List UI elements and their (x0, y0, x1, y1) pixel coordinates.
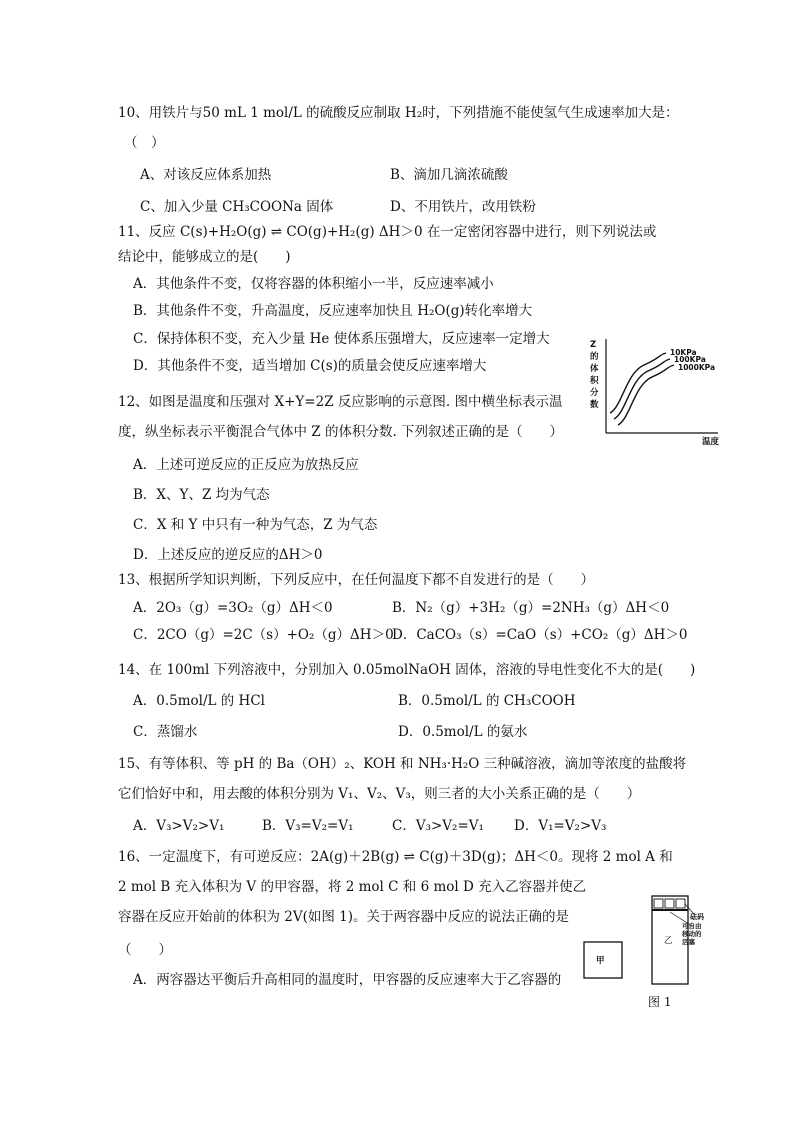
q15-option-c: C．V₃>V₂=V₁ (392, 818, 484, 834)
q16-stem-line2: 2 mol B 充入体积为 V 的甲容器，将 2 mol C 和 6 mol D 充入乙容器并使乙 (118, 879, 587, 895)
q13-option-d: D．CaCO₃（s）=CaO（s）+CO₂（g）ΔH＞0 (392, 627, 688, 643)
q11-option-b: B．其他条件不变，升高温度，反应速率加快且 H₂O(g)转化率增大 (133, 303, 533, 319)
q12-stem-line2: 度，纵坐标表示平衡混合气体中 Z 的体积分数. 下列叙述正确的是（ ） (118, 424, 564, 440)
q16-option-a: A．两容器达平衡后升高相同的温度时，甲容器的反应速率大于乙容器的 (133, 972, 562, 988)
q13-option-c: C．2CO（g）=2C（s）+O₂（g）ΔH＞0 (133, 627, 394, 643)
q15-stem-line1: 15、有等体积、等 pH 的 Ba（OH）₂、KOH 和 NH₃·H₂O 三种碱溶液，滴加等浓度的盐酸将 (118, 756, 687, 772)
q10-stem: 10、用铁片与50 mL 1 mol/L 的硫酸反应制取 H₂时，下列措施不能使氢气生成速率加大是： (118, 105, 679, 121)
label-piston: 可自由移动的活塞 (682, 922, 702, 946)
figure-1-containers (582, 890, 702, 1015)
label-jia: 甲 (596, 956, 605, 966)
q16-stem-line3: 容器在反应开始前的体积为 2V(如图 1)。关于两容器中反应的说法正确的是 (118, 909, 570, 925)
q10-option-b: B、滴加几滴浓硫酸 (390, 167, 508, 183)
legend-100kpa: 100KPa (674, 355, 706, 364)
q13-option-a: A．2O₃（g）=3O₂（g）ΔH＜0 (133, 600, 333, 616)
q12-option-a: A．上述可逆反应的正反应为放热反应 (133, 457, 359, 473)
q15-stem-line2: 它们恰好中和，用去酸的体积分别为 V₁、V₂、V₃，则三者的大小关系正确的是（ ） (118, 786, 641, 802)
graph-svg (590, 335, 720, 447)
q10-option-c: C、加入少量 CH₃COONa 固体 (140, 199, 334, 215)
q14-option-d: D．0.5mol/L 的氨水 (398, 724, 528, 740)
temperature-pressure-graph (590, 335, 720, 447)
q11-option-a: A．其他条件不变，仅将容器的体积缩小一半，反应速率减小 (133, 276, 494, 292)
legend-10kpa: 10KPa (670, 348, 697, 357)
legend-1000kpa: 1000KPa (678, 363, 716, 372)
figure-1-svg (582, 890, 702, 1015)
graph-xlabel: 温度 (702, 437, 720, 447)
curve-100kpa (614, 359, 670, 419)
graph-ylabel: Z的体积分数 (590, 340, 599, 410)
weight-block-3 (676, 899, 685, 908)
q12-option-b: B．X、Y、Z 均为气态 (133, 487, 270, 503)
q11-stem-line2: 结论中，能够成立的是( ) (118, 249, 291, 265)
q14-stem: 14、在 100ml 下列溶液中，分别加入 0.05molNaOH 固体，溶液的导电性变化不大的是( ) (118, 662, 696, 678)
curve-1000kpa (618, 365, 674, 425)
q12-stem-line1: 12、如图是温度和压强对 X+Y=2Z 反应影响的示意图. 图中横坐标表示温 (118, 394, 563, 410)
q11-stem-line1: 11、反应 C(s)+H₂O(g) ⇌ CO(g)+H₂(g) ΔH＞0 在一定密闭容器中进行，则下列说法或 (118, 224, 657, 240)
q10-paren: （ ） (124, 135, 165, 151)
q11-option-d: D．其他条件不变，适当增加 C(s)的质量会使反应速率增大 (133, 358, 487, 374)
q14-option-b: B．0.5mol/L 的 CH₃COOH (398, 693, 576, 709)
figure-1-caption: 图 1 (648, 995, 672, 1009)
q15-option-d: D．V₁=V₂>V₃ (514, 818, 607, 834)
q12-option-d: D．上述反应的逆反应的ΔH＞0 (133, 547, 323, 563)
q10-option-a: A、对该反应体系加热 (140, 167, 272, 183)
q16-stem-line1: 16、一定温度下，有可逆反应：2A(g)＋2B(g) ⇌ C(g)＋3D(g)；ΔH＜0。现将 2 mol A 和 (118, 849, 673, 865)
q16-paren: （ ） (118, 942, 172, 958)
label-yi: 乙 (664, 936, 673, 946)
q13-stem: 13、根据所学知识判断，下列反应中，在任何温度下都不自发进行的是（ ） (118, 572, 595, 588)
q12-option-c: C．X 和 Y 中只有一种为气态，Z 为气态 (133, 517, 378, 533)
q13-option-b: B．N₂（g）+3H₂（g）=2NH₃（g）ΔH＜0 (392, 600, 670, 616)
q14-option-c: C．蒸馏水 (133, 724, 198, 740)
q11-option-c: C．保持体积不变，充入少量 He 使体系压强增大，反应速率一定增大 (133, 331, 550, 347)
label-weight: 砝码 (690, 913, 704, 921)
q15-option-b: B．V₃=V₂=V₁ (262, 818, 354, 834)
curve-10kpa (610, 353, 666, 413)
q15-option-a: A．V₃>V₂>V₁ (133, 818, 225, 834)
q10-option-d: D、不用铁片，改用铁粉 (390, 199, 536, 215)
weight-block-1 (654, 899, 663, 908)
weight-block-2 (665, 899, 674, 908)
q14-option-a: A．0.5mol/L 的 HCl (133, 693, 265, 709)
